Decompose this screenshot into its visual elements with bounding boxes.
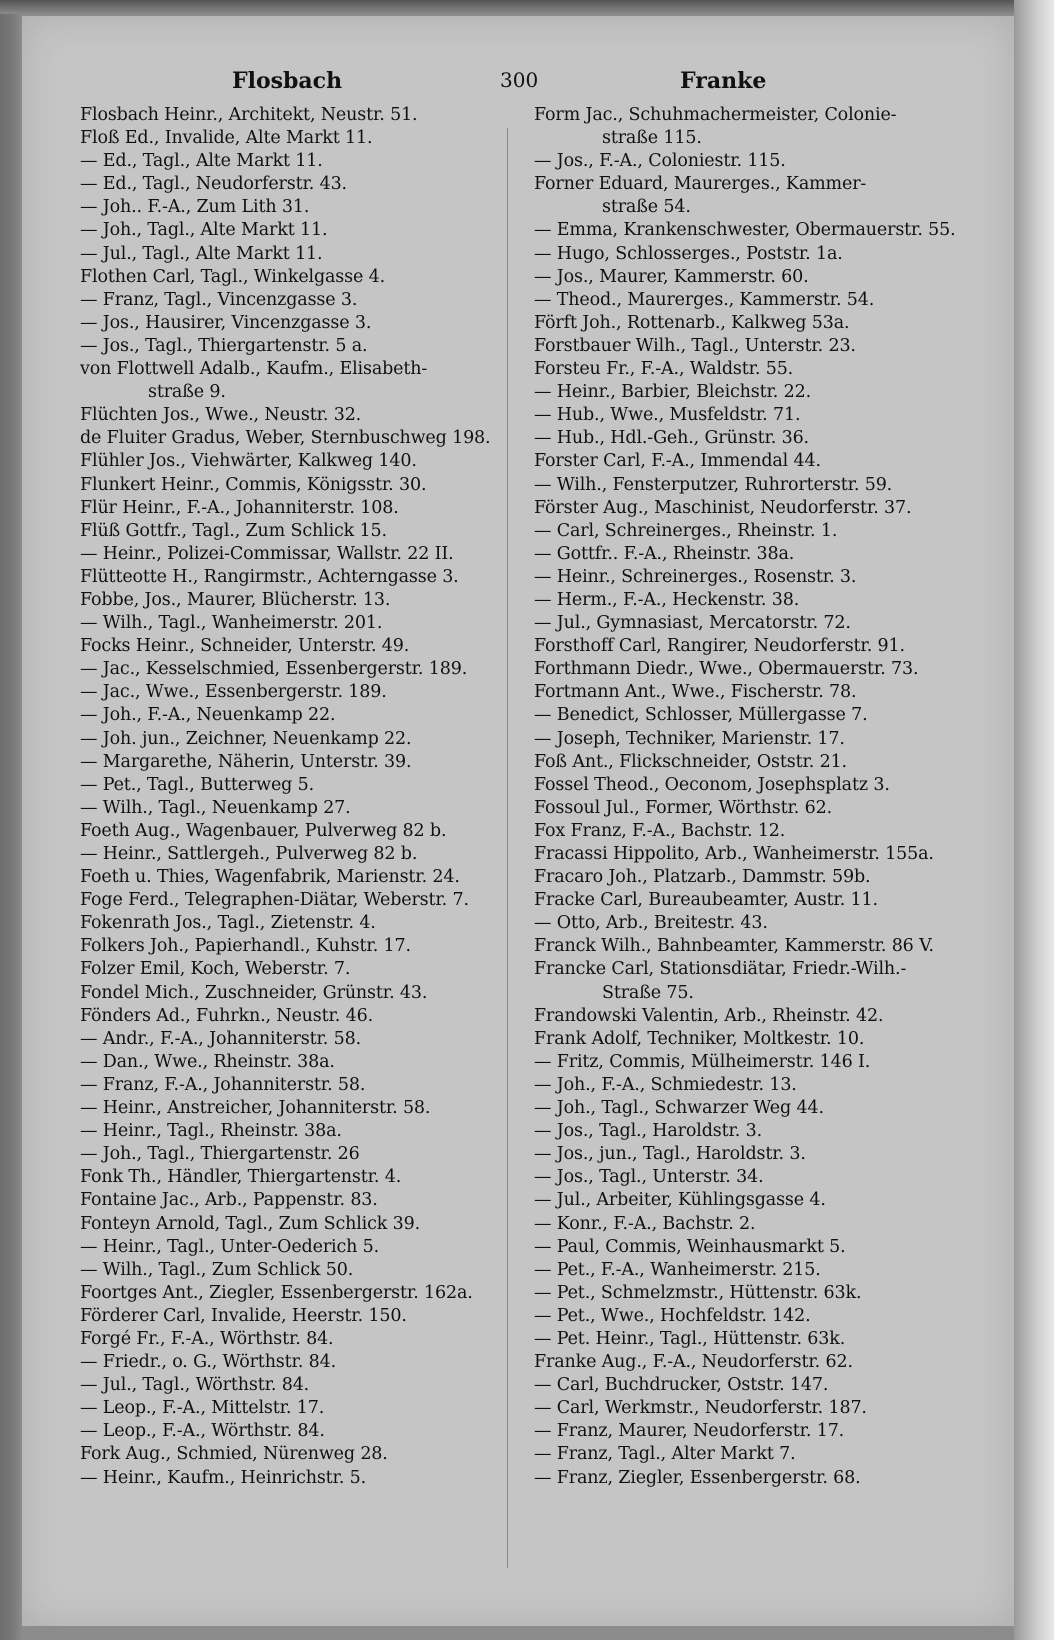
directory-entry: — Hub., Hdl.-Geh., Grünstr. 36. [534, 428, 809, 449]
directory-entry: Flunkert Heinr., Commis, Königsstr. 30. [80, 474, 427, 495]
directory-entry: — Heinr., Anstreicher, Johanniterstr. 58. [80, 1098, 431, 1119]
directory-entry: Forsthoff Carl, Rangirer, Neudorferstr. 91. [534, 636, 905, 657]
directory-entry: — Pet., Schmelzmstr., Hüttenstr. 63k. [534, 1282, 862, 1303]
directory-entry: — Jos., Tagl., Unterstr. 34. [534, 1167, 764, 1188]
directory-entry: — Ed., Tagl., Neudorferstr. 43. [80, 174, 347, 195]
directory-entry: Fontaine Jac., Arb., Pappenstr. 83. [80, 1190, 378, 1211]
page-number: 300 [500, 68, 539, 92]
directory-entry: — Jac., Kesselschmied, Essenbergerstr. 189. [80, 659, 468, 680]
directory-entry: — Benedict, Schlosser, Müllergasse 7. [534, 705, 868, 726]
directory-entry: — Paul, Commis, Weinhausmarkt 5. [534, 1236, 846, 1257]
directory-entry: — Friedr., o. G., Wörthstr. 84. [80, 1352, 337, 1373]
header-left-keyword: Flosbach [232, 68, 343, 94]
directory-entry: Fossel Theod., Oeconom, Josephsplatz 3. [534, 774, 890, 795]
directory-entry: — Carl, Buchdrucker, Oststr. 147. [534, 1375, 829, 1396]
directory-entry: — Joh. jun., Zeichner, Neuenkamp 22. [80, 728, 412, 749]
directory-entry: — Dan., Wwe., Rheinstr. 38a. [80, 1051, 335, 1072]
directory-entry: — Jos., Hausirer, Vincenzgasse 3. [80, 312, 372, 333]
directory-entry: Flüß Gottfr., Tagl., Zum Schlick 15. [80, 520, 387, 541]
directory-entry: — Wilh., Tagl., Wanheimerstr. 201. [80, 613, 383, 634]
directory-entry: — Heinr., Barbier, Bleichstr. 22. [534, 382, 812, 403]
directory-entry: — Jos., F.-A., Coloniestr. 115. [534, 151, 786, 172]
directory-entry: — Joh.. F.-A., Zum Lith 31. [80, 197, 310, 218]
directory-entry: Fracke Carl, Bureaubeamter, Austr. 11. [534, 890, 878, 911]
directory-entry: — Jul., Tagl., Wörthstr. 84. [80, 1375, 310, 1396]
directory-entry: von Flottwell Adalb., Kaufm., Elisabeth- [80, 359, 428, 380]
directory-entry: Foß Ant., Flickschneider, Oststr. 21. [534, 751, 847, 772]
directory-entry: Franck Wilh., Bahnbeamter, Kammerstr. 86 V. [534, 936, 934, 957]
directory-entry: Flothen Carl, Tagl., Winkelgasse 4. [80, 266, 385, 287]
directory-entry: — Franz, Ziegler, Essenbergerstr. 68. [534, 1467, 861, 1488]
directory-entry: Forthmann Diedr., Wwe., Obermauerstr. 73. [534, 659, 919, 680]
directory-entry: — Ed., Tagl., Alte Markt 11. [80, 151, 323, 172]
directory-page [22, 16, 1014, 1626]
directory-entry: — Heinr., Tagl., Unter-Oederich 5. [80, 1236, 380, 1257]
directory-entry: straße 115. [602, 128, 702, 149]
directory-entry: — Wilh., Tagl., Zum Schlick 50. [80, 1259, 354, 1280]
directory-entry: — Theod., Maurerges., Kammerstr. 54. [534, 289, 875, 310]
directory-entry: — Jos., Maurer, Kammerstr. 60. [534, 266, 809, 287]
directory-entry: Flüchten Jos., Wwe., Neustr. 32. [80, 405, 362, 426]
directory-entry: Fox Franz, F.-A., Bachstr. 12. [534, 820, 786, 841]
directory-entry: straße 54. [602, 197, 691, 218]
directory-entry: — Joh., Tagl., Alte Markt 11. [80, 220, 328, 241]
directory-entry: — Hugo, Schlosserges., Poststr. 1a. [534, 243, 843, 264]
directory-entry: Flosbach Heinr., Architekt, Neustr. 51. [80, 105, 418, 125]
directory-entry: — Franz, Maurer, Neudorferstr. 17. [534, 1421, 845, 1442]
directory-entry: — Franz, F.-A., Johanniterstr. 58. [80, 1074, 366, 1095]
directory-entry: Förft Joh., Rottenarb., Kalkweg 53a. [534, 312, 850, 333]
directory-entry: — Carl, Werkmstr., Neudorferstr. 187. [534, 1398, 867, 1419]
directory-entry: — Leop., F.-A., Mittelstr. 17. [80, 1398, 325, 1419]
left-column [80, 104, 512, 1490]
directory-entry: — Pet., Tagl., Butterweg 5. [80, 774, 315, 795]
directory-entry: Foeth Aug., Wagenbauer, Pulverweg 82 b. [80, 820, 447, 841]
directory-entry: — Konr., F.-A., Bachstr. 2. [534, 1213, 756, 1234]
directory-entry: Folzer Emil, Koch, Weberstr. 7. [80, 959, 351, 980]
directory-entry: Fracaro Joh., Platzarb., Dammstr. 59b. [534, 867, 871, 888]
directory-entry: Form Jac., Schuhmachermeister, Colonie- [534, 105, 897, 125]
directory-entry: Fossoul Jul., Former, Wörthstr. 62. [534, 797, 832, 818]
directory-entry: Forgé Fr., F.-A., Wörthstr. 84. [80, 1328, 334, 1349]
directory-entry: Flütteotte H., Rangirmstr., Achterngasse 3. [80, 566, 459, 587]
scan-top-shadow [0, 0, 1054, 14]
directory-entry: Fonk Th., Händler, Thiergartenstr. 4. [80, 1167, 402, 1188]
directory-entry: Forstbauer Wilh., Tagl., Unterstr. 23. [534, 335, 856, 356]
directory-entry: Franke Aug., F.-A., Neudorferstr. 62. [534, 1352, 853, 1373]
directory-entry: Flür Heinr., F.-A., Johanniterstr. 108. [80, 497, 399, 518]
directory-entry: — Emma, Krankenschwester, Obermauerstr. 55. [534, 220, 956, 241]
directory-entry: — Franz, Tagl., Vincenzgasse 3. [80, 289, 358, 310]
directory-entry: Forster Carl, F.-A., Immendal 44. [534, 451, 821, 472]
directory-entry: Foeth u. Thies, Wagenfabrik, Marienstr. 24. [80, 867, 460, 888]
directory-entry: Fork Aug., Schmied, Nürenweg 28. [80, 1444, 388, 1465]
directory-entry: straße 9. [148, 382, 226, 403]
directory-entry: Fokenrath Jos., Tagl., Zietenstr. 4. [80, 913, 376, 934]
directory-entry: — Wilh., Tagl., Neuenkamp 27. [80, 797, 351, 818]
directory-entry: — Heinr., Sattlergeh., Pulverweg 82 b. [80, 844, 418, 864]
directory-entry: Fonteyn Arnold, Tagl., Zum Schlick 39. [80, 1213, 421, 1234]
directory-entry: Frandowski Valentin, Arb., Rheinstr. 42. [534, 1005, 884, 1026]
directory-entry: Frank Adolf, Techniker, Moltkestr. 10. [534, 1028, 865, 1049]
directory-entry: — Joh., Tagl., Thiergartenstr. 26 [80, 1144, 360, 1165]
directory-entry: — Jul., Arbeiter, Kühlingsgasse 4. [534, 1190, 826, 1211]
directory-entry: Straße 75. [602, 982, 694, 1003]
directory-entry: Förster Aug., Maschinist, Neudorferstr. 37. [534, 497, 912, 518]
directory-entry: — Heinr., Tagl., Rheinstr. 38a. [80, 1121, 342, 1142]
directory-entry: Francke Carl, Stationsdiätar, Friedr.-Wilh.- [534, 959, 907, 980]
directory-entry: — Margarethe, Näherin, Unterstr. 39. [80, 751, 412, 772]
directory-entry: — Leop., F.-A., Wörthstr. 84. [80, 1421, 325, 1442]
directory-entry: — Joh., F.-A., Schmiedestr. 13. [534, 1074, 797, 1095]
directory-entry: Förderer Carl, Invalide, Heerstr. 150. [80, 1305, 407, 1326]
directory-entry: Flühler Jos., Viehwärter, Kalkweg 140. [80, 451, 417, 472]
directory-entry: — Herm., F.-A., Heckenstr. 38. [534, 589, 800, 610]
directory-entry: — Heinr., Polizei-Commissar, Wallstr. 22 II. [80, 543, 454, 564]
directory-entry: Foge Ferd., Telegraphen-Diätar, Weberstr. 7. [80, 890, 469, 911]
directory-entry: — Joh., F.-A., Neuenkamp 22. [80, 705, 336, 726]
directory-entry: — Pet. Heinr., Tagl., Hüttenstr. 63k. [534, 1328, 846, 1349]
directory-entry: — Jul., Tagl., Alte Markt 11. [80, 243, 323, 264]
directory-entry: — Franz, Tagl., Alter Markt 7. [534, 1444, 796, 1465]
header-right-keyword: Franke [680, 68, 767, 94]
directory-entry: de Fluiter Gradus, Weber, Sternbuschweg 198. [80, 428, 491, 449]
directory-entry: — Wilh., Fensterputzer, Ruhrorterstr. 59. [534, 474, 893, 495]
directory-entry: — Jos., Tagl., Haroldstr. 3. [534, 1121, 762, 1142]
directory-entry: — Hub., Wwe., Musfeldstr. 71. [534, 405, 801, 426]
directory-entry: — Joh., Tagl., Schwarzer Weg 44. [534, 1098, 824, 1119]
directory-entry: Fortmann Ant., Wwe., Fischerstr. 78. [534, 682, 857, 703]
directory-entry: Foortges Ant., Ziegler, Essenbergerstr. 162a. [80, 1282, 473, 1303]
directory-entry: — Joseph, Techniker, Marienstr. 17. [534, 728, 845, 749]
directory-entry: — Jos., jun., Tagl., Haroldstr. 3. [534, 1144, 806, 1165]
directory-entry: — Andr., F.-A., Johanniterstr. 58. [80, 1028, 361, 1049]
directory-entry: — Heinr., Schreinerges., Rosenstr. 3. [534, 566, 857, 587]
directory-entry: Forsteu Fr., F.-A., Waldstr. 55. [534, 359, 794, 380]
page-header [22, 58, 1014, 98]
directory-entry: Fobbe, Jos., Maurer, Blücherstr. 13. [80, 589, 391, 610]
directory-entry: Focks Heinr., Schneider, Unterstr. 49. [80, 636, 410, 657]
scan-right-edge [1014, 0, 1054, 1640]
directory-entry: — Otto, Arb., Breitestr. 43. [534, 913, 768, 934]
directory-entry: — Pet., F.-A., Wanheimerstr. 215. [534, 1259, 821, 1280]
directory-entry: — Jul., Gymnasiast, Mercatorstr. 72. [534, 613, 851, 634]
directory-entry: Folkers Joh., Papierhandl., Kuhstr. 17. [80, 936, 411, 957]
directory-entry: — Jos., Tagl., Thiergartenstr. 5 a. [80, 335, 368, 356]
right-column [534, 104, 984, 1490]
directory-entry: — Fritz, Commis, Mülheimerstr. 146 I. [534, 1051, 871, 1072]
directory-entry: — Pet., Wwe., Hochfeldstr. 142. [534, 1305, 811, 1326]
directory-entry: — Jac., Wwe., Essenbergerstr. 189. [80, 682, 387, 703]
directory-entry: — Heinr., Kaufm., Heinrichstr. 5. [80, 1467, 367, 1488]
directory-entry: Floß Ed., Invalide, Alte Markt 11. [80, 128, 373, 149]
directory-entry: Fracassi Hippolito, Arb., Wanheimerstr. 155a. [534, 844, 934, 864]
directory-entry: Fönders Ad., Fuhrkn., Neustr. 46. [80, 1005, 374, 1026]
directory-entry: — Gottfr.. F.-A., Rheinstr. 38a. [534, 543, 795, 564]
directory-entry: — Carl, Schreinerges., Rheinstr. 1. [534, 520, 838, 541]
directory-entry: Fondel Mich., Zuschneider, Grünstr. 43. [80, 982, 428, 1003]
directory-entry: Forner Eduard, Maurerges., Kammer- [534, 174, 867, 195]
